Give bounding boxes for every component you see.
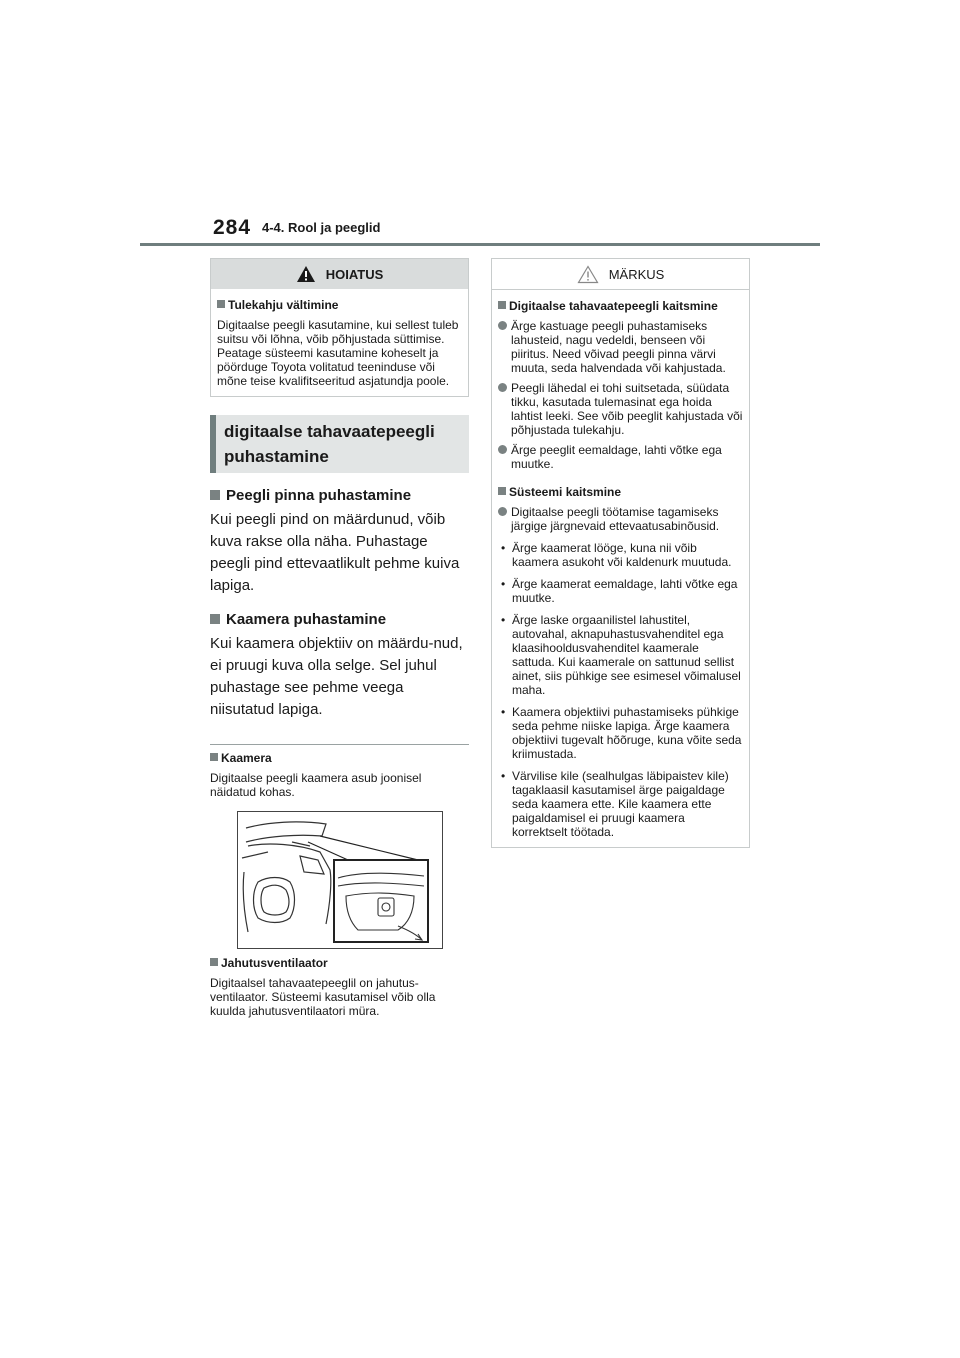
warning-title: HOIATUS [325, 266, 384, 282]
camera-heading: Kaamera puhastamine [210, 611, 469, 628]
notice-item: Ärge peeglit eemaldage, lahti võtke ega muutke. [498, 443, 743, 471]
warning-box [210, 258, 469, 397]
warning-heading: Tulekahju vältimine [217, 298, 462, 312]
notice-bullet: • Värvilise kile (sealhulgas läbipaistev kile) tagaklaasil kasutamisel ärge paigaldage seda kaamera ette. Kile kaamera ette paigaldamisel ei pruugi kaamera korrektselt töötada. [498, 769, 743, 839]
page-number: 284 [213, 216, 252, 239]
notice-section2-heading: Süsteemi kaitsmine [498, 485, 743, 499]
notice-box [491, 258, 750, 848]
note-fan-heading: Jahutusventilaator [210, 956, 469, 970]
notice-title: MÄRKUS [608, 266, 665, 282]
mirror-heading: Peegli pinna puhastamine [210, 487, 469, 504]
notice-bullet: • Ärge kaamerat lööge, kuna nii võib kaamera asukoht või kaldenurk muutuda. [498, 541, 743, 569]
header-rule [140, 243, 820, 246]
section-banner [210, 415, 469, 473]
notice-item: Ärge kastuage peegli puhastamiseks lahusteid, nagu vedeldi, benseen või piiritus. Need võivad peegli pinna värvi muuta, seda halvendada või kahjustada. [498, 319, 743, 375]
warning-header [211, 259, 468, 289]
car-rear-illustration [238, 812, 442, 948]
notice-item: Digitaalse peegli töötamise tagamiseks järgige järgnevaid ettevaatusabinõusid. [498, 505, 743, 533]
mirror-text: Kui peegli pind on määrdunud, võib kuva rakse olla näha. Puhastage peegli pind ettevaatlikult pehme kuiva lapiga. [210, 511, 460, 594]
note-camera-text: Digitaalse peegli kaamera asub joonisel näidatud kohas. [210, 771, 422, 799]
notice-section1-heading: Digitaalse tahavaatepeegli kaitsmine [498, 299, 743, 313]
notice-bullet: • Ärge kaamerat eemaldage, lahti võtke ega muutke. [498, 577, 743, 605]
left-column [210, 258, 469, 1018]
caution-outline-icon [577, 265, 599, 284]
warning-icon [296, 265, 316, 283]
camera-location-figure [237, 811, 443, 949]
notice-item: Peegli lähedal ei tohi suitsetada, süüdata tikku, kasutada tulemasinat ega hoida lahtist leeki. See võib peeglit kahjustada või põhjustada tulekahju. [498, 381, 743, 437]
notice-bullet: • Ärge laske orgaanilistel lahustitel, autovahal, aknapuhastusvahenditel ega klaasihooldusvahenditel kaamerale sattuda. Kui kaamerale on sattunud sellist ainet, siis pühkige see esimesel võimalusel maha. [498, 613, 743, 697]
camera-text: Kui kaamera objektiiv on määrdu-nud, ei pruugi kuva olla selge. Sel juhul puhastage see pehme veega niisutatud lapiga. [210, 635, 463, 718]
section-title: 4-4. Rool ja peeglid [262, 220, 381, 235]
notice-header [492, 259, 749, 290]
note-camera-heading: Kaamera [210, 751, 469, 765]
note-fan-text: Digitaalsel tahavaatepeeglil on jahutus-ventilaator. Süsteemi kasutamisel võib olla kuulda jahutusventilaatori müra. [210, 976, 436, 1018]
banner-line-2: puhastamine [224, 447, 329, 466]
notice-bullet: • Kaamera objektiivi puhastamiseks pühkige seda pehme niiske lapiga. Ärge kaamera objektiivi tugevalt hõõruge, kuna võite seda kriimustada. [498, 705, 743, 761]
banner-line-1: digitaalse tahavaatepeegli [224, 422, 435, 441]
divider [210, 744, 469, 745]
warning-text: Digitaalse peegli kasutamine, kui sellest tuleb suitsu või lõhna, võib põhjustada süttimise. Peatage süsteemi kasutamine koheselt ja pöörduge Toyota volitatud teeninduse või mõne teise kvalifitseeritud asjatundja poole. [217, 318, 459, 388]
right-column [491, 258, 750, 848]
